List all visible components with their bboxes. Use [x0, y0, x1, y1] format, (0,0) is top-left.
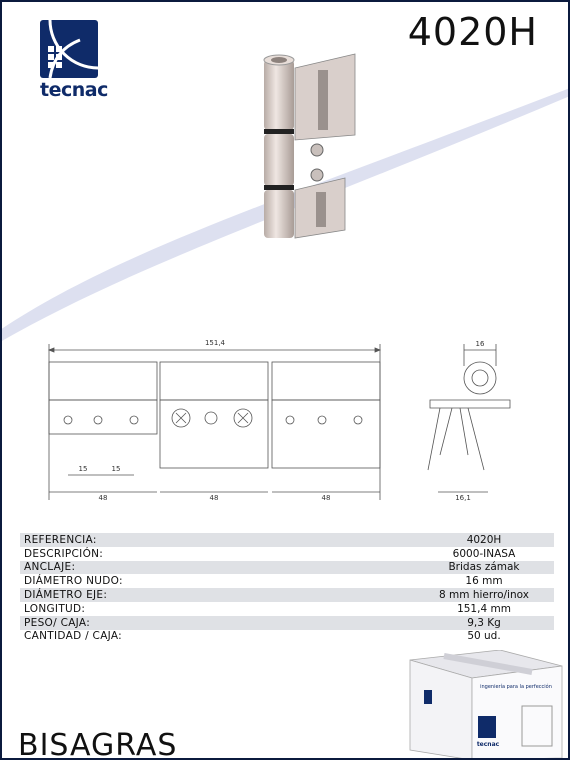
- spec-row-peso: [20, 616, 554, 630]
- spec-value: 151,4 mm: [457, 602, 511, 615]
- spec-table: [20, 533, 554, 643]
- dim-hole-spacing-2: 15: [111, 465, 121, 473]
- brand-logo-mark: [40, 20, 98, 78]
- spec-row-diametro-nudo: [20, 574, 554, 588]
- dim-total-length: 151,4: [204, 339, 226, 347]
- packaging-box-image: [404, 650, 564, 760]
- dim-side-depth: 16,1: [455, 494, 471, 502]
- spec-label: PESO/ CAJA:: [24, 616, 91, 629]
- spec-label: REFERENCIA:: [24, 533, 97, 546]
- spec-value: 4020H: [466, 533, 502, 546]
- dim-part-2: 48: [209, 494, 219, 502]
- box-slogan: ingeniería para la perfección: [480, 684, 552, 690]
- spec-value: 8 mm hierro/inox: [439, 589, 529, 602]
- spec-label: DIÁMETRO NUDO:: [24, 575, 123, 588]
- spec-row-referencia: [20, 533, 554, 547]
- brand-logo: [40, 20, 108, 101]
- spec-label: CANTIDAD / CAJA:: [24, 630, 123, 643]
- spec-label: DIÁMETRO EJE:: [24, 589, 108, 602]
- dim-hole-spacing-1: 15: [78, 465, 88, 473]
- brand-name: tecnac: [40, 79, 108, 101]
- spec-value: Bridas zámak: [448, 561, 520, 574]
- spec-value: 16 mm: [465, 575, 503, 588]
- spec-row-cantidad: [20, 630, 554, 644]
- spec-row-longitud: [20, 602, 554, 616]
- dim-part-3: 48: [321, 494, 331, 502]
- technical-drawing: [40, 330, 540, 510]
- spec-label: ANCLAJE:: [24, 561, 76, 574]
- product-category: BISAGRAS: [18, 728, 178, 763]
- spec-value: 6000-INASA: [452, 547, 516, 560]
- product-photo: [240, 40, 360, 250]
- spec-label: DESCRIPCIÓN:: [24, 547, 104, 560]
- spec-label: LONGITUD:: [24, 602, 86, 615]
- spec-row-anclaje: [20, 561, 554, 575]
- product-model: 4020H: [407, 10, 538, 54]
- dim-part-1: 48: [98, 494, 108, 502]
- spec-row-diametro-eje: [20, 588, 554, 602]
- spec-value: 9,3 Kg: [467, 616, 501, 629]
- spec-value: 50 ud.: [467, 630, 501, 643]
- spec-row-descripcion: [20, 547, 554, 561]
- box-brand: tecnac: [476, 741, 500, 748]
- dim-top-width: 16: [475, 340, 485, 348]
